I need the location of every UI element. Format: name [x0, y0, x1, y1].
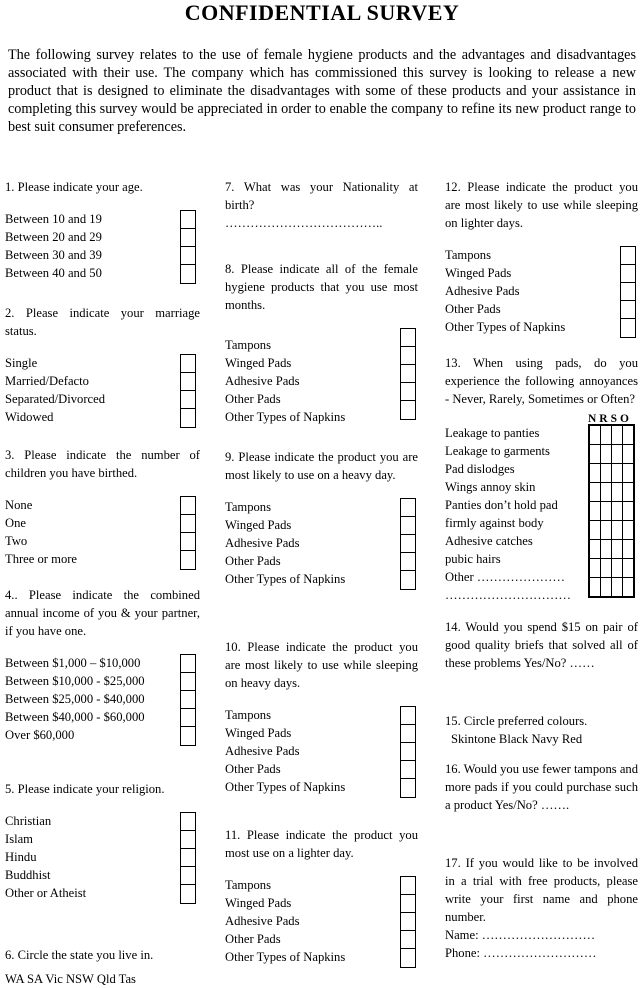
- option: Panties don’t hold pad: [445, 498, 558, 512]
- option: Between 10 and 19: [5, 212, 102, 226]
- nationality-line[interactable]: ………………………………..: [225, 216, 383, 230]
- question-9: [225, 448, 418, 638]
- frequency-grid[interactable]: [588, 424, 635, 598]
- question-1-options: [5, 210, 200, 282]
- question-14-text: 14. Would you spend $15 on pair of good quality briefs that solved all of these problems Yes/No? ……: [445, 620, 638, 670]
- option: Other Pads: [445, 302, 501, 316]
- question-15: [445, 712, 638, 760]
- option: Islam: [5, 832, 33, 846]
- option: Winged Pads: [225, 518, 292, 532]
- checkbox-group[interactable]: [180, 812, 196, 904]
- checkbox-group[interactable]: [400, 498, 416, 590]
- option: Other Types of Napkins: [225, 950, 346, 964]
- option: Adhesive Pads: [225, 914, 300, 928]
- checkbox-group[interactable]: [180, 496, 196, 570]
- option: Winged Pads: [225, 896, 292, 910]
- phone-field[interactable]: Phone: ………………………: [445, 946, 597, 960]
- option: pubic hairs: [445, 552, 501, 566]
- option: Other Types of Napkins: [225, 410, 346, 424]
- option: Married/Defacto: [5, 374, 89, 388]
- option: Adhesive Pads: [225, 744, 300, 758]
- question-13-options: [445, 413, 638, 604]
- option: Leakage to garments: [445, 444, 550, 458]
- question-12-text: 12. Please indicate the product you are most likely to use while sleeping on lighter days.: [445, 180, 638, 230]
- option: Between $40,000 - $60,000: [5, 710, 145, 724]
- checkbox-group[interactable]: [180, 354, 196, 428]
- option: Widowed: [5, 410, 54, 424]
- option: Christian: [5, 814, 52, 828]
- question-10-text: 10. Please indicate the product you are most likely to use while sleeping on heavy days.: [225, 640, 418, 690]
- option: Two: [5, 534, 28, 548]
- state-options[interactable]: WA SA Vic NSW Qld Tas: [5, 972, 136, 986]
- option: Tampons: [225, 500, 271, 514]
- question-11: [225, 826, 418, 966]
- checkbox-group[interactable]: [620, 246, 636, 338]
- option: Leakage to panties: [445, 426, 540, 440]
- option: Over $60,000: [5, 728, 75, 742]
- frequency-header: NRSO: [588, 413, 632, 425]
- question-8: [225, 260, 418, 448]
- question-6-text: 6. Circle the state you live in.: [5, 948, 154, 962]
- question-7: [225, 178, 418, 260]
- option: Wings annoy skin: [445, 480, 536, 494]
- option: Between $25,000 - $40,000: [5, 692, 145, 706]
- option: Other Types of Napkins: [225, 780, 346, 794]
- option: Other …………………: [445, 570, 565, 584]
- option: Adhesive Pads: [225, 374, 300, 388]
- question-12-options: [445, 246, 638, 336]
- option: Other Types of Napkins: [445, 320, 566, 334]
- question-10: [225, 638, 418, 826]
- question-2-text: 2. Please indicate your marriage status.: [5, 306, 200, 338]
- option: Pad dislodges: [445, 462, 515, 476]
- option: Single: [5, 356, 38, 370]
- checkbox-group[interactable]: [400, 706, 416, 798]
- option: Adhesive catches: [445, 534, 533, 548]
- option: Other or Atheist: [5, 886, 87, 900]
- option: None: [5, 498, 33, 512]
- option: Winged Pads: [225, 726, 292, 740]
- checkbox-group[interactable]: [400, 328, 416, 420]
- option: Between 30 and 39: [5, 248, 102, 262]
- question-15-text: 15. Circle preferred colours.: [445, 714, 588, 728]
- option: Tampons: [225, 708, 271, 722]
- checkbox-group[interactable]: [180, 654, 196, 746]
- question-2: [5, 304, 200, 432]
- page-title: CONFIDENTIAL SURVEY: [184, 0, 460, 25]
- question-17-text: 17. If you would like to be involved in a trial with free products, please write your first name and phone number.: [445, 856, 638, 924]
- question-5: [5, 780, 200, 932]
- intro-paragraph: The following survey relates to the use of female hygiene products and the advantages and disadvantages associated with their use. The company which has commissioned this survey is looking to release a new product that is designed to eliminate the disadvantages with some of these products and your assistance in completing this survey would be appreciated in order to enable the company to refine its new product range to best suit consumer preferences.: [8, 47, 636, 135]
- option: …………………………: [445, 588, 571, 602]
- colour-options[interactable]: Skintone Black Navy Red: [451, 732, 583, 746]
- question-3: [5, 446, 200, 572]
- question-3-text: 3. Please indicate the number of children you have birthed.: [5, 448, 200, 480]
- question-11-options: [225, 876, 418, 966]
- column-1: [5, 178, 200, 988]
- question-14: [445, 618, 638, 712]
- option: Other Pads: [225, 762, 281, 776]
- option: Between 40 and 50: [5, 266, 102, 280]
- question-1: [5, 178, 200, 290]
- option: Other Pads: [225, 554, 281, 568]
- option: Tampons: [225, 338, 271, 352]
- question-16-text: 16. Would you use fewer tampons and more pads if you could purchase such a product Yes/No? …….: [445, 762, 638, 812]
- question-8-options: [225, 336, 418, 426]
- question-11-text: 11. Please indicate the product you most use on a lighter day.: [225, 828, 418, 860]
- question-10-options: [225, 706, 418, 796]
- question-5-text: 5. Please indicate your religion.: [5, 782, 165, 796]
- option: Between $10,000 - $25,000: [5, 674, 145, 688]
- question-8-text: 8. Please indicate all of the female hygiene products that you use most months.: [225, 262, 418, 312]
- option: Other Types of Napkins: [225, 572, 346, 586]
- question-2-options: [5, 354, 200, 426]
- option: Tampons: [445, 248, 491, 262]
- option: Winged Pads: [225, 356, 292, 370]
- question-1-text: 1. Please indicate your age.: [5, 180, 143, 194]
- option: Other Pads: [225, 392, 281, 406]
- option: Buddhist: [5, 868, 51, 882]
- checkbox-group[interactable]: [400, 876, 416, 968]
- option: firmly against body: [445, 516, 544, 530]
- checkbox-group[interactable]: [180, 210, 196, 284]
- question-13: [445, 354, 638, 618]
- option: Winged Pads: [445, 266, 512, 280]
- question-4: [5, 586, 200, 766]
- option: One: [5, 516, 26, 530]
- question-12: [445, 178, 638, 354]
- question-6: [5, 946, 200, 988]
- question-5-options: [5, 812, 200, 902]
- question-17: [445, 854, 638, 962]
- option: Hindu: [5, 850, 37, 864]
- question-4-text: 4.. Please indicate the combined annual income of you & your partner, if you have one.: [5, 588, 200, 638]
- option: Adhesive Pads: [225, 536, 300, 550]
- question-4-options: [5, 654, 200, 744]
- option: Separated/Divorced: [5, 392, 106, 406]
- question-13-text: 13. When using pads, do you experience the following annoyances - Never, Rarely, Sometimes or Often?: [445, 356, 638, 406]
- option: Tampons: [225, 878, 271, 892]
- question-9-text: 9. Please indicate the product you are most likely to use on a heavy day.: [225, 450, 418, 482]
- question-16: [445, 760, 638, 854]
- question-9-options: [225, 498, 418, 588]
- column-2: [225, 178, 418, 966]
- option: Adhesive Pads: [445, 284, 520, 298]
- option: Three or more: [5, 552, 78, 566]
- option: Between $1,000 – $10,000: [5, 656, 141, 670]
- question-7-text: 7. What was your Nationality at birth?: [225, 180, 418, 212]
- name-field[interactable]: Name: ………………………: [445, 928, 596, 942]
- question-3-options: [5, 496, 200, 568]
- column-3: [445, 178, 638, 962]
- option: Between 20 and 29: [5, 230, 102, 244]
- option: Other Pads: [225, 932, 281, 946]
